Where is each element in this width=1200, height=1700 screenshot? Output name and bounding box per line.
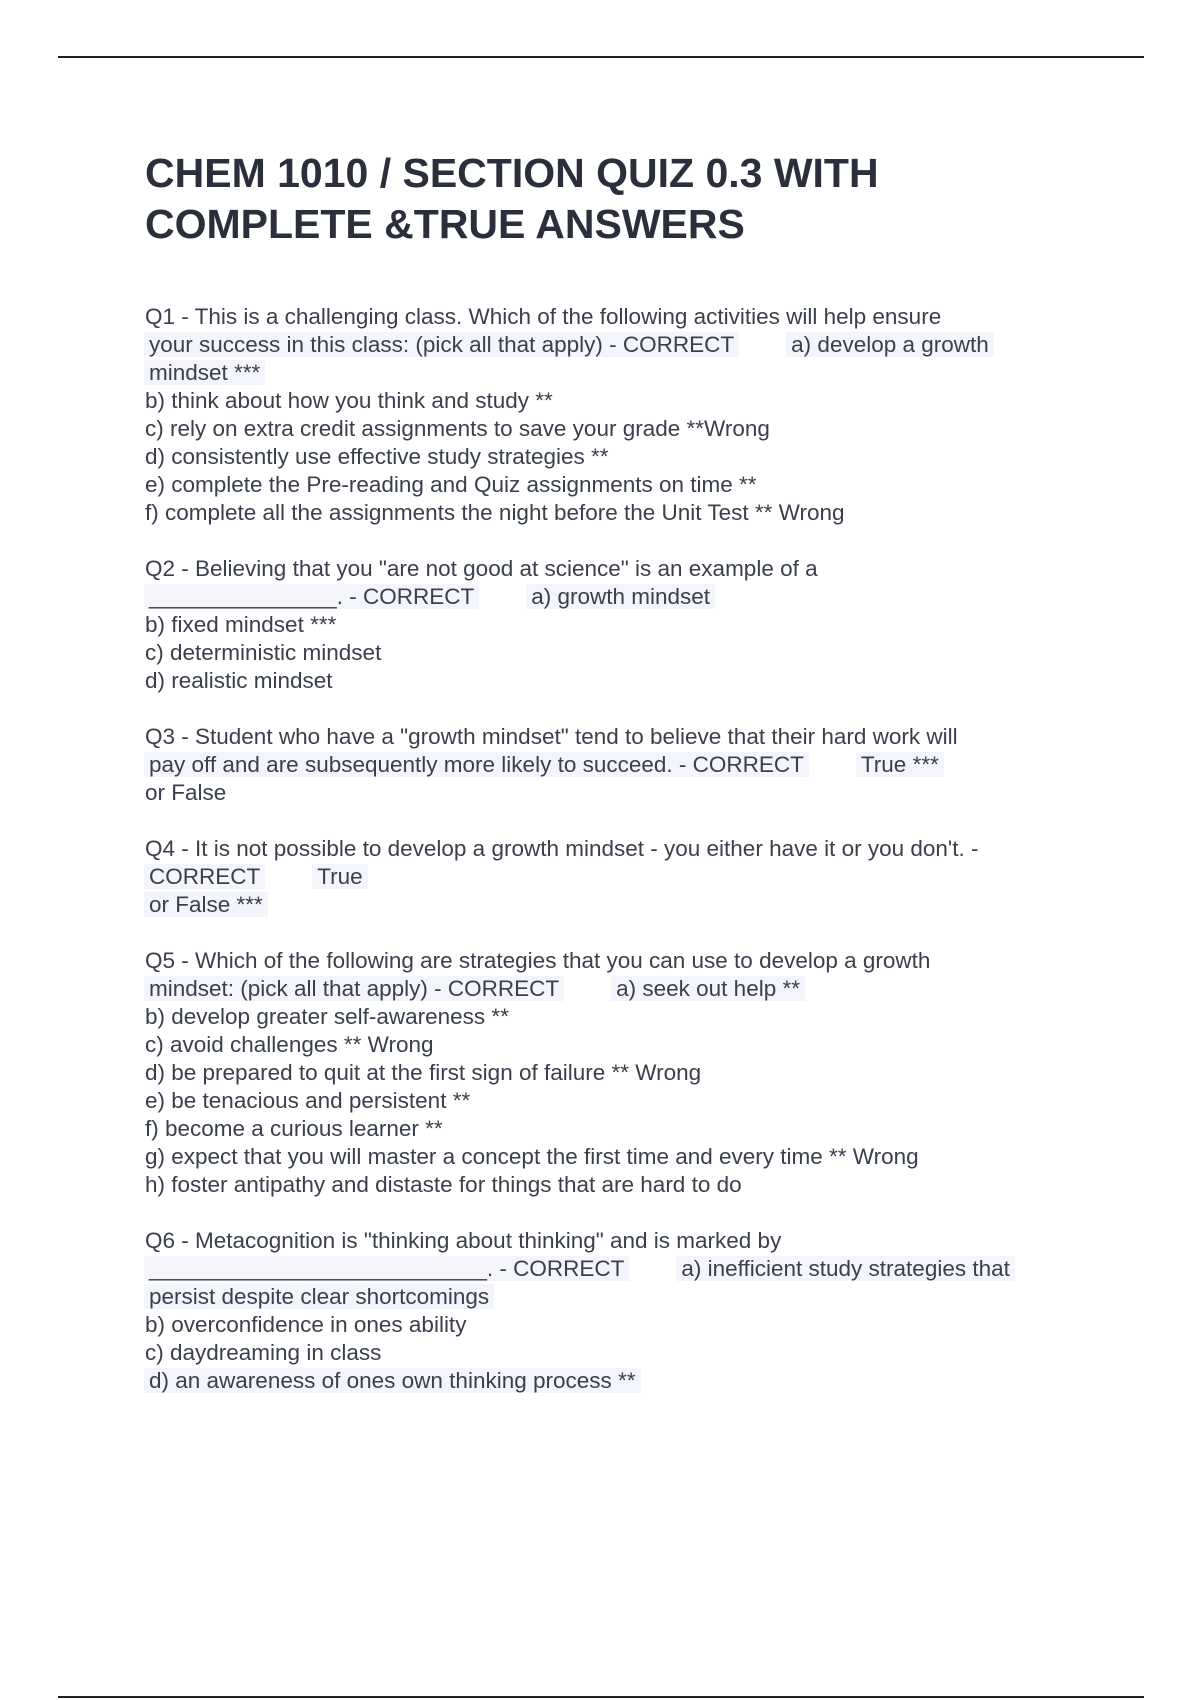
first-option: True [312, 864, 367, 889]
title-line-2: COMPLETE &TRUE ANSWERS [145, 201, 745, 247]
question-q3 [145, 723, 1105, 807]
question-line [145, 1031, 1105, 1059]
line-text: your success in this class: (pick all that apply) - CORRECT [144, 332, 739, 357]
question-line [145, 863, 1105, 891]
line-text: b) fixed mindset *** [145, 612, 337, 637]
question-line [145, 583, 1105, 611]
question-line [145, 751, 1105, 779]
line-text: h) foster antipathy and distaste for things that are hard to do [145, 1172, 742, 1197]
line-text: b) think about how you think and study ** [145, 388, 553, 413]
question-line [145, 1255, 1105, 1283]
line-text: d) be prepared to quit at the first sign of failure ** Wrong [145, 1060, 702, 1085]
line-text: mindset: (pick all that apply) - CORRECT [144, 976, 564, 1001]
question-line [145, 1087, 1105, 1115]
question-line [145, 611, 1105, 639]
question-q6 [145, 1227, 1105, 1395]
line-text: f) complete all the assignments the night before the Unit Test ** Wrong [145, 500, 845, 525]
line-text: Q2 - Believing that you "are not good at science" is an example of a [145, 556, 818, 581]
question-line [145, 891, 1105, 919]
question-line [145, 1311, 1105, 1339]
question-prompt [145, 947, 1105, 975]
question-line [145, 1339, 1105, 1367]
question-line [145, 331, 1105, 359]
first-option: a) seek out help ** [611, 976, 805, 1001]
page-title [145, 148, 1105, 250]
line-text: d) an awareness of ones own thinking process ** [144, 1368, 641, 1393]
question-line [145, 639, 1105, 667]
question-line [145, 779, 1105, 807]
line-text: c) avoid challenges ** Wrong [145, 1032, 434, 1057]
question-prompt [145, 303, 1105, 331]
line-text: Q5 - Which of the following are strategies that you can use to develop a growth [145, 948, 931, 973]
question-q1 [145, 303, 1105, 527]
line-text: ___________________________. - CORRECT [144, 1256, 629, 1281]
line-text: Q3 - Student who have a "growth mindset" tend to believe that their hard work will [145, 724, 958, 749]
line-text: CORRECT [144, 864, 265, 889]
line-text: d) realistic mindset [145, 668, 333, 693]
line-text: pay off and are subsequently more likely to succeed. - CORRECT [144, 752, 809, 777]
line-text: Q4 - It is not possible to develop a growth mindset - you either have it or you don't. - [145, 836, 979, 861]
question-line [145, 1003, 1105, 1031]
line-text: e) complete the Pre-reading and Quiz assignments on time ** [145, 472, 757, 497]
question-line [145, 471, 1105, 499]
first-option: a) growth mindset [526, 584, 715, 609]
question-line [145, 1115, 1105, 1143]
line-text: c) deterministic mindset [145, 640, 382, 665]
line-text: b) overconfidence in ones ability [145, 1312, 467, 1337]
question-prompt [145, 1227, 1105, 1255]
top-rule [58, 56, 1144, 58]
first-option: a) inefficient study strategies that [676, 1256, 1015, 1281]
question-line [145, 387, 1105, 415]
first-option: True *** [856, 752, 944, 777]
question-q5 [145, 947, 1105, 1199]
line-text: g) expect that you will master a concept the first time and every time ** Wrong [145, 1144, 919, 1169]
question-line [145, 359, 1105, 387]
line-text: d) consistently use effective study strategies ** [145, 444, 609, 469]
question-prompt [145, 723, 1105, 751]
line-text: b) develop greater self-awareness ** [145, 1004, 509, 1029]
question-line [145, 1143, 1105, 1171]
question-line [145, 1059, 1105, 1087]
question-line [145, 667, 1105, 695]
line-text: mindset *** [144, 360, 265, 385]
question-q4 [145, 835, 1105, 919]
question-prompt [145, 835, 1105, 863]
quiz-body [145, 303, 1105, 1423]
question-line [145, 1283, 1105, 1311]
question-prompt [145, 555, 1105, 583]
first-option: a) develop a growth [786, 332, 994, 357]
line-text: or False *** [144, 892, 268, 917]
question-line [145, 1171, 1105, 1199]
question-q2 [145, 555, 1105, 695]
line-text: or False [145, 780, 227, 805]
question-line [145, 443, 1105, 471]
line-text: c) rely on extra credit assignments to save your grade **Wrong [145, 416, 770, 441]
line-text: Q1 - This is a challenging class. Which of the following activities will help ensure [145, 304, 942, 329]
line-text: Q6 - Metacognition is "thinking about thinking" and is marked by [145, 1228, 782, 1253]
title-line-1: CHEM 1010 / SECTION QUIZ 0.3 WITH [145, 150, 879, 196]
question-line [145, 499, 1105, 527]
line-text: e) be tenacious and persistent ** [145, 1088, 471, 1113]
line-text: _______________. - CORRECT [144, 584, 479, 609]
question-line [145, 415, 1105, 443]
line-text: c) daydreaming in class [145, 1340, 382, 1365]
question-line [145, 975, 1105, 1003]
bottom-rule [58, 1696, 1144, 1698]
question-line [145, 1367, 1105, 1395]
line-text: persist despite clear shortcomings [144, 1284, 494, 1309]
line-text: f) become a curious learner ** [145, 1116, 443, 1141]
